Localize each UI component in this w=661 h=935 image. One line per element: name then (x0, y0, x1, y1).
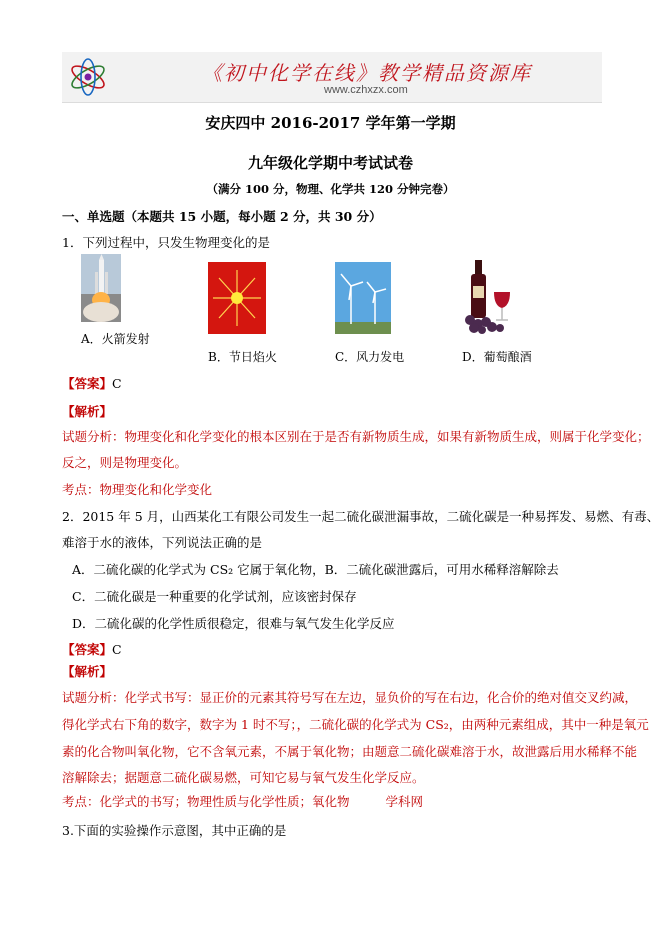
q1-option-c: C．风力发电 (335, 350, 405, 364)
q2-analysis-line-4: 溶解除去；据题意二硫化碳易燃，可知它易与氧气发生化学反应。 (62, 770, 425, 785)
q3-stem: 3.下面的实验操作示意图，其中正确的是 (62, 823, 287, 838)
q1-point: 考点：物理变化和化学变化 (62, 482, 213, 497)
q2-analysis-label: 【解析】 (62, 664, 113, 679)
rocket-launch-image (81, 254, 121, 322)
q1-option-a: A．火箭发射 (81, 332, 150, 346)
exam-title: 九年级化学期中考试试卷 (247, 154, 413, 172)
q2-analysis-line-2: 得化学式右下角的数字，数字为 1 时不写；，二硫化碳的化学式为 CS₂，由两种元素组成，其中一种是氧元 (62, 717, 649, 732)
q2-answer: 【答案】C (62, 642, 122, 657)
q2-analysis-line-1: 试题分析：化学式书写：显正价的元素其符号写在左边，显负价的写在右边，化合价的绝对值交叉约减， (62, 690, 638, 705)
banner-title: 《初中化学在线》教学精品资源库 (202, 61, 532, 85)
watermark-text: 学科网 (385, 794, 424, 809)
q1-option-d: D．葡萄酿酒 (462, 350, 532, 364)
q1-answer: 【答案】C (62, 376, 122, 391)
fireworks-image (208, 262, 266, 334)
q2-option-c: C．二硫化碳是一种重要的化学试剂，应该密封保存 (72, 589, 357, 604)
q2-option-d: D．二硫化碳的化学性质很稳定，很难与氧气发生化学反应 (72, 616, 395, 631)
q2-analysis-line-3: 素的化合物叫氧化物，它不含氧元素，不属于氧化物；由题意二硫化碳难溶于水，故泄露后用水稀释不能 (62, 744, 638, 759)
q1-stem: 1．下列过程中，只发生物理变化的是 (62, 235, 270, 250)
wine-grapes-image (462, 258, 518, 334)
wind-turbine-image (335, 262, 391, 334)
q2-stem-line-1: 2．2015 年 5 月，山西某化工有限公司发生一起二硫化碳泄漏事故，二硫化碳是一种易挥发、易燃、有毒、 (62, 509, 660, 524)
exam-note: （满分 100 分，物理、化学共 120 分钟完卷） (206, 182, 455, 196)
q1-analysis-line-1: 试题分析：物理变化和化学变化的根本区别在于是否有新物质生成，如果有新物质生成，则属于化学变化； (62, 429, 650, 444)
banner-url: www.czhxzx.com (324, 84, 408, 96)
school-title: 安庆四中 2016-2017 学年第一学期 (205, 114, 456, 132)
section-heading: 一、单选题（本题共 15 小题，每小题 2 分，共 30 分） (62, 209, 382, 224)
q2-option-ab: A．二硫化碳的化学式为 CS₂ 它属于氧化物，B．二硫化碳泄露后，可用水稀释溶解除去 (72, 562, 559, 577)
atom-logo-icon (66, 55, 110, 99)
resource-banner (62, 52, 602, 103)
q2-stem-line-2: 难溶于水的液体，下列说法正确的是 (62, 535, 263, 550)
q1-option-b: B．节日焰火 (208, 350, 277, 364)
q1-analysis-line-2: 反之，则是物理变化。 (62, 455, 188, 470)
q1-analysis-label: 【解析】 (62, 404, 113, 419)
q2-point: 考点：化学式的书写；物理性质与化学性质；氧化物 学科网 (62, 794, 424, 809)
